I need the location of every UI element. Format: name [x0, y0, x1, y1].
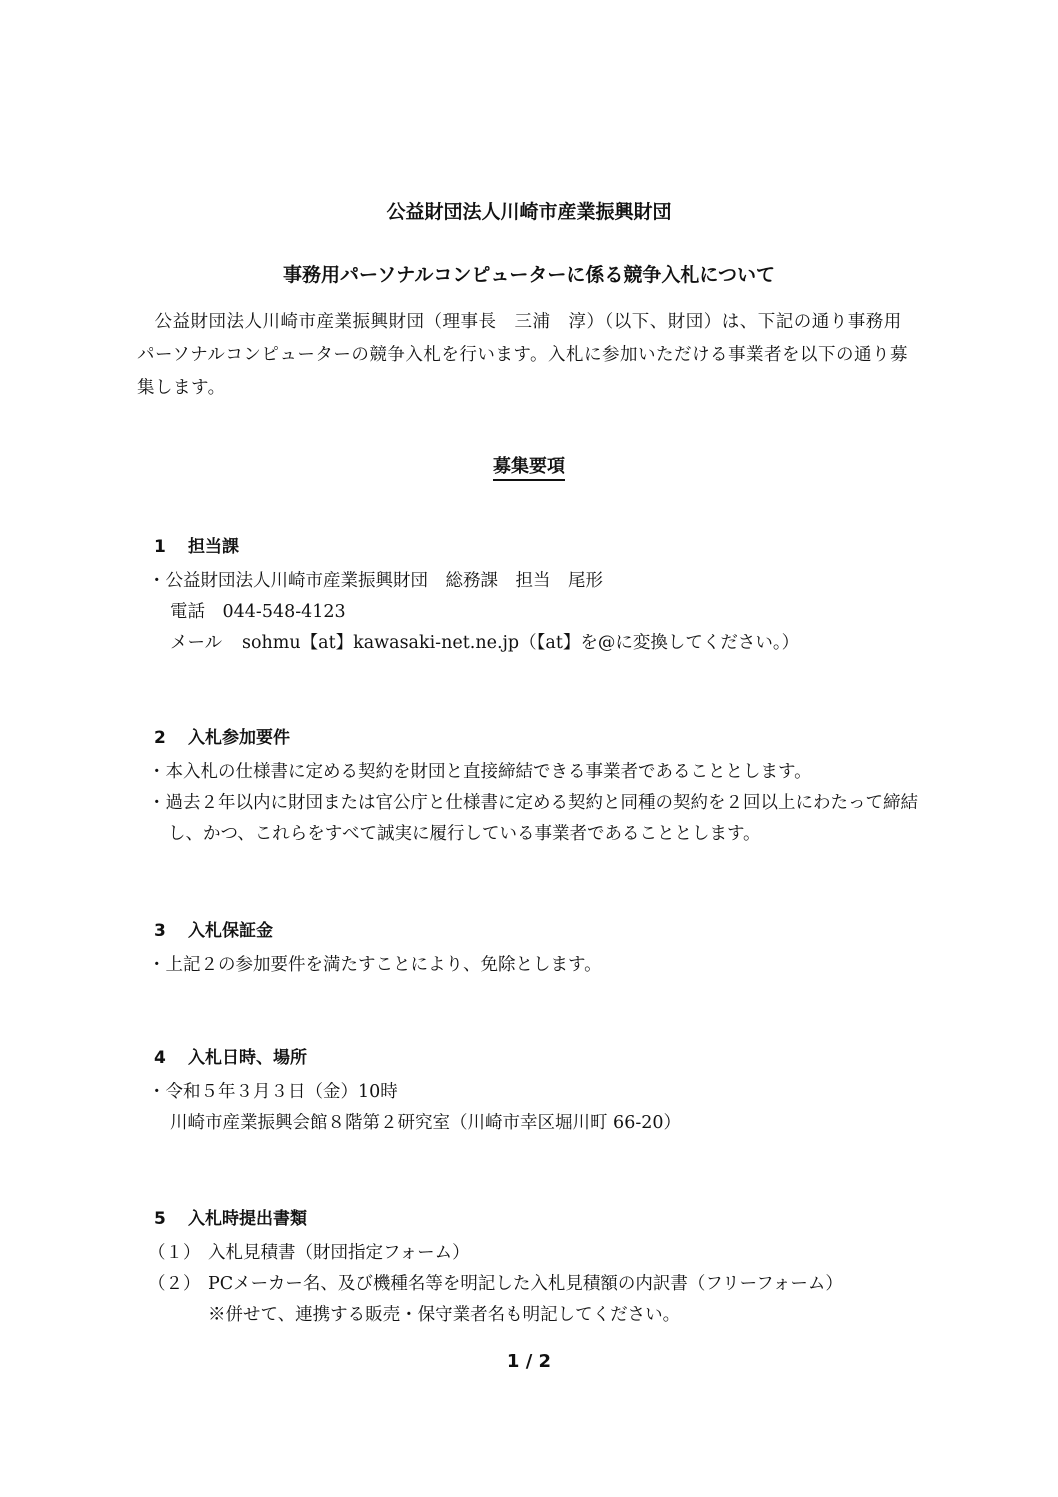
section-date-place: [148, 1043, 928, 1139]
section-heading: [148, 916, 928, 947]
item-number: （２）: [148, 1274, 201, 1294]
section-contact: [148, 532, 928, 659]
guidelines-title-text: 募集要項: [493, 456, 565, 481]
section-title: 入札参加要件: [188, 728, 290, 748]
contact-phone: 電話 044-548-4123: [170, 602, 346, 622]
guidelines-title: [0, 452, 1058, 478]
section-heading: [148, 1204, 928, 1235]
item-number: （１）: [148, 1243, 201, 1263]
bid-place: 川崎市産業振興会館８階第２研究室（川崎市幸区堀川町 66-20）: [170, 1113, 682, 1133]
item-note: ※併せて、連携する販売・保守業者名も明記してください。: [208, 1305, 681, 1325]
deposit-note: ・上記２の参加要件を満たすことにより、免除とします。: [148, 955, 602, 975]
item-text: PCメーカー名、及び機種名等を明記した入札見積額の内訳書（フリーフォーム）: [208, 1274, 843, 1294]
intro-paragraph: 公益財団法人川崎市産業振興財団（理事長 三浦 淳）（以下、財団）は、下記の通り事務用パーソナルコンピューターの競争入札を行います。入札に参加いただける事業者を以下の通り募集します。: [137, 312, 909, 398]
contact-email: [148, 628, 928, 659]
document-item: [148, 1269, 928, 1300]
section-title: 入札保証金: [188, 921, 273, 941]
section-heading: [148, 532, 928, 563]
section-number: 1: [154, 537, 166, 557]
section-documents: [148, 1204, 928, 1331]
section-number: 5: [154, 1209, 166, 1229]
page-number: 1 / 2: [506, 1351, 552, 1372]
email-label: メール: [170, 633, 223, 653]
section-title: 担当課: [188, 537, 239, 557]
section-requirements: [148, 723, 928, 850]
section-title: 入札日時、場所: [188, 1048, 307, 1068]
section-heading: [148, 1043, 928, 1074]
section-heading: [148, 723, 928, 754]
bid-date: ・令和５年３月３日（金）10時: [148, 1082, 398, 1102]
organization-name: 公益財団法人川崎市産業振興財団: [386, 201, 672, 223]
section-number: 4: [154, 1048, 166, 1068]
document-subject: 事務用パーソナルコンピューターに係る競争入札について: [283, 264, 775, 286]
email-value: sohmu【at】kawasaki-net.ne.jp（【at】を@に変換してください。）: [242, 633, 800, 653]
requirement-item: ・過去２年以内に財団または官公庁と仕様書に定める契約と同種の契約を２回以上にわたって締結し、かつ、これらをすべて誠実に履行している事業者であることとします。: [148, 793, 918, 844]
section-number: 3: [154, 921, 166, 941]
section-number: 2: [154, 728, 166, 748]
contact-department: ・公益財団法人川崎市産業振興財団 総務課 担当 尾形: [148, 571, 603, 591]
requirement-item: ・本入札の仕様書に定める契約を財団と直接締結できる事業者であることとします。: [148, 762, 812, 782]
section-deposit: [148, 916, 928, 981]
item-text: 入札見積書（財団指定フォーム）: [208, 1243, 470, 1263]
section-title: 入札時提出書類: [188, 1209, 307, 1229]
document-item: [148, 1238, 928, 1269]
